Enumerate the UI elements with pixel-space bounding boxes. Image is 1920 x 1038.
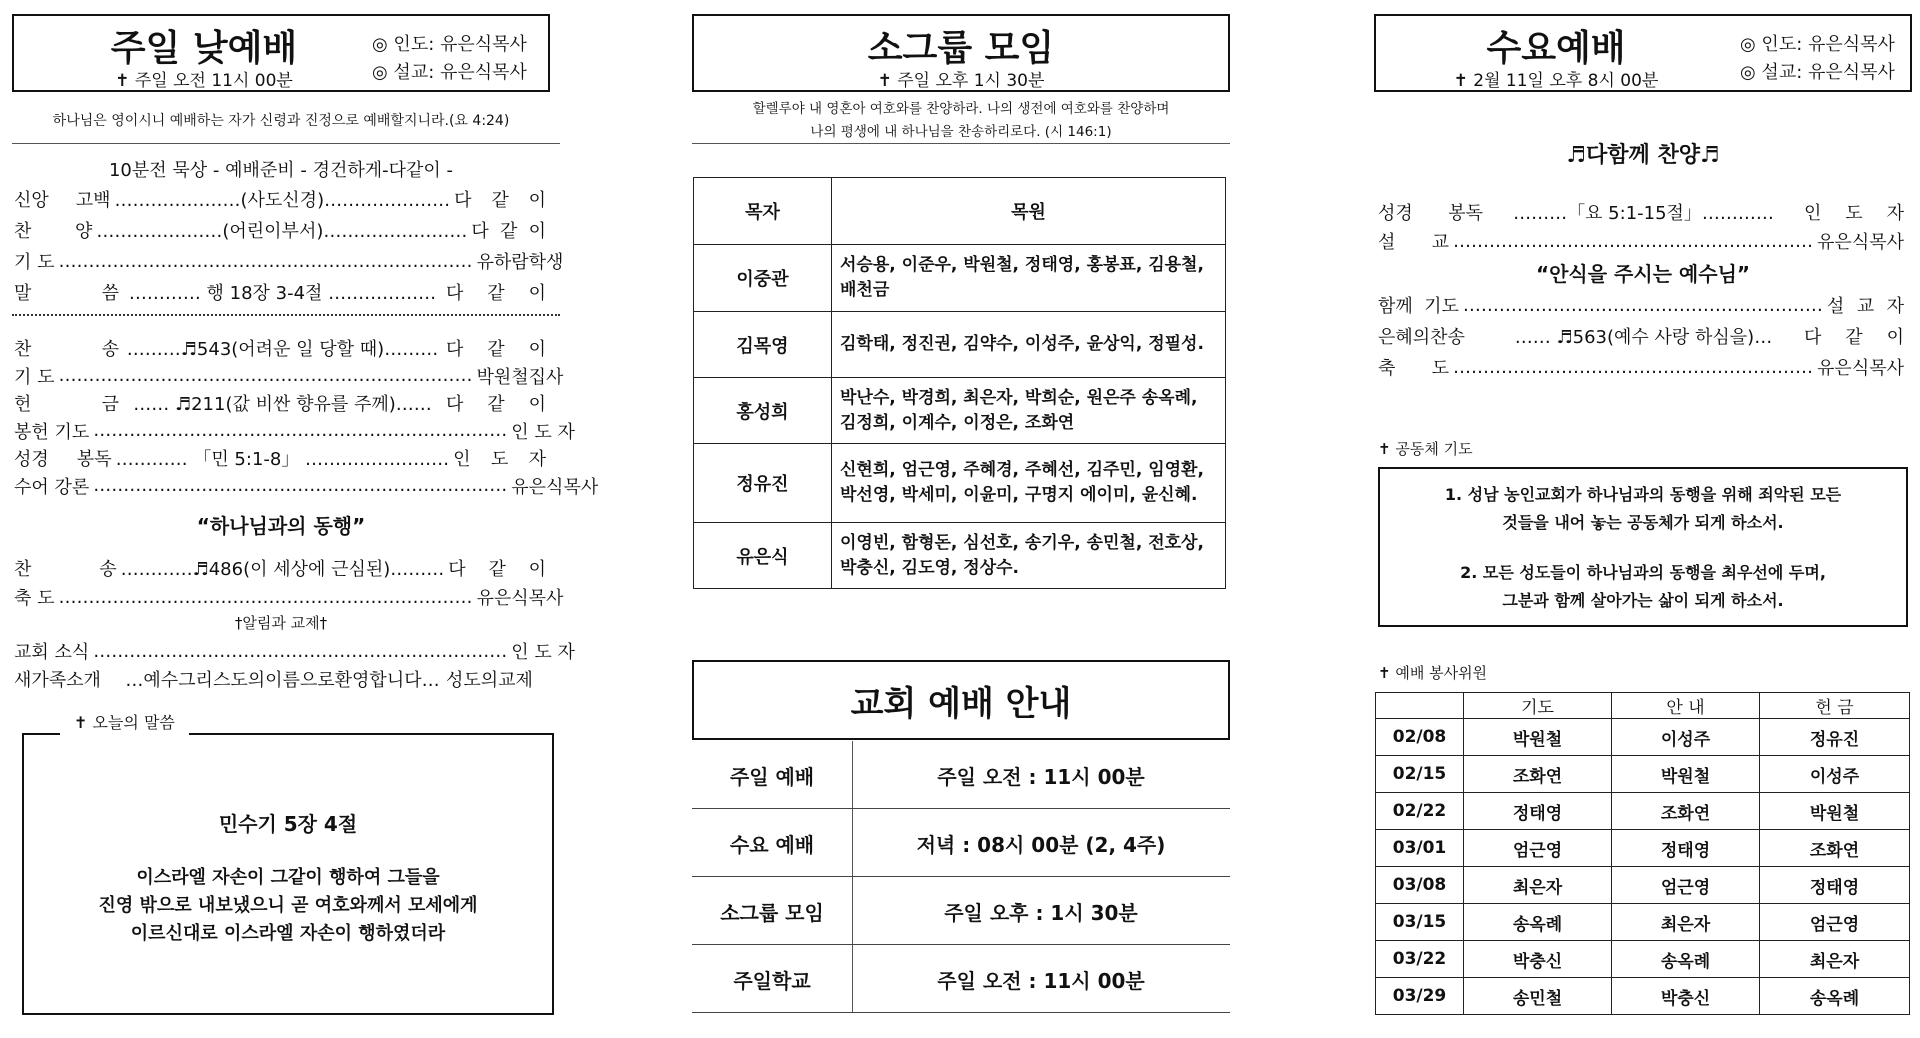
program-item: 기 도 [14, 252, 55, 273]
guide-row [692, 809, 1230, 877]
group-row [694, 378, 1226, 444]
group-row [694, 523, 1226, 589]
today-word-ref: 민수기 5장 4절 [218, 812, 358, 836]
guide-title-box [692, 660, 1230, 740]
program-detail: …… ♬211(값 비싼 향유를 주께)…… [133, 394, 432, 415]
guide-title: 교회 예배 안내 [850, 684, 1072, 724]
program-item: 성경 봉독 [14, 449, 112, 470]
service-person: 조화연 [1760, 830, 1910, 867]
program-detail: ………♬543(어려운 일 당할 때)……… [126, 339, 439, 360]
service-person: 박원철 [1464, 719, 1612, 756]
program-row [14, 186, 546, 212]
program-person: 유은식목사 [511, 476, 599, 498]
program-row [1378, 199, 1904, 225]
wednesday-leader-1: ◎ 인도: 유은식목사 [1740, 34, 1895, 55]
service-date: 03/22 [1376, 941, 1464, 978]
program-item: 수어 강론 [14, 476, 90, 498]
service-date: 02/08 [1376, 719, 1464, 756]
program-item: 헌 금 [14, 394, 119, 415]
service-person: 엄근영 [1612, 867, 1760, 904]
program-row [14, 279, 546, 305]
program-item: 은혜의찬송 [1378, 327, 1465, 348]
sunday-header-box [12, 14, 550, 92]
program-row [14, 390, 546, 416]
col-header-leader: 목자 [694, 178, 832, 245]
service-table [1375, 692, 1910, 1015]
prayer-box [1378, 467, 1908, 627]
service-person: 송옥례 [1760, 978, 1910, 1015]
program-row [14, 555, 546, 581]
program-detail: …………………………………………………………… [58, 250, 473, 272]
service-person: 이성주 [1612, 719, 1760, 756]
program-item: 찬 송 [14, 339, 119, 360]
service-label: ✝ 예배 봉사위원 [1378, 664, 1488, 682]
service-date: 03/01 [1376, 830, 1464, 867]
divider [692, 143, 1230, 144]
verse-line: 나의 평생에 내 하나님을 찬송하리로다. (시 146:1) [810, 124, 1112, 140]
program-item: 함께 기도 [1378, 296, 1459, 317]
group-leader: 정유진 [694, 444, 832, 523]
group-row [694, 245, 1226, 312]
wednesday-sermon-title: “안식을 주시는 예수님” [1535, 262, 1751, 286]
guide-service: 주일학교 [733, 969, 811, 993]
prayer-line: 2. 모든 성도들이 하나님과의 동행을 최우선에 두며, [1460, 563, 1826, 582]
today-word-label: ✝ 오늘의 말씀 [60, 707, 189, 739]
service-row [1376, 830, 1910, 867]
program-item: 설 교 [1378, 232, 1450, 253]
group-members: 신현희, 엄근영, 주혜경, 주혜선, 김주민, 임영환, 박선영, 박세미, 이윤미, 구명지 에이미, 윤신혜. [832, 444, 1226, 523]
prayer-line: 그분과 함께 살아가는 삶이 되게 하소서. [1502, 591, 1784, 610]
program-person: 성도의교제 [446, 670, 533, 691]
program-item: 교회 소식 [14, 642, 90, 663]
service-row [1376, 978, 1910, 1015]
program-row [1378, 323, 1904, 349]
program-person: 다 같 이 [471, 221, 546, 242]
service-header: 기도 [1464, 693, 1612, 719]
service-date: 02/22 [1376, 793, 1464, 830]
program-item: 찬 양 [14, 221, 93, 242]
sermon-title: “하나님과의 동행” [196, 514, 366, 538]
program-person: 인 도 자 [453, 449, 546, 470]
group-leader: 김목영 [694, 312, 832, 378]
program-row [14, 473, 599, 499]
program-person: 다 같 이 [446, 394, 546, 415]
program-item: 신앙 고백 [14, 190, 111, 211]
today-word-line: 이르신대로 이스라엘 자손이 행하였더라 [130, 923, 446, 944]
verse-line: 할렐루야 내 영혼아 여호와를 찬양하라. 나의 생전에 여호와를 찬양하며 [752, 101, 1170, 117]
program-row [14, 666, 546, 692]
group-members: 박난수, 박경희, 최은자, 박희순, 원은주 송옥례, 김정희, 이계수, 이정은, 조화연 [832, 378, 1226, 444]
program-detail: …………♬486(이 세상에 근심된)……… [120, 559, 445, 580]
service-person: 박원철 [1612, 756, 1760, 793]
service-header: 안 내 [1612, 693, 1760, 719]
today-word-line: 진영 밖으로 내보냈으니 곧 여호와께서 모세에게 [98, 895, 478, 916]
guide-row [692, 877, 1230, 945]
service-person: 박충신 [1464, 941, 1612, 978]
guide-time: 주일 오후 : 1시 30분 [944, 901, 1138, 925]
group-row [694, 312, 1226, 378]
service-person: 엄근영 [1464, 830, 1612, 867]
service-row [1376, 793, 1910, 830]
program-detail: …………………………………………………………… [93, 420, 508, 441]
program-person: 인 도 자 [511, 421, 575, 443]
guide-time: 주일 오전 : 11시 00분 [937, 969, 1145, 993]
service-date: 03/08 [1376, 867, 1464, 904]
today-word-line: 이스라엘 자손이 그같이 행하여 그들을 [136, 867, 440, 888]
group-members: 이영빈, 함형돈, 심선호, 송기우, 송민철, 전호상, 박충신, 김도영, 정상수. [832, 523, 1226, 589]
service-person: 박충신 [1612, 978, 1760, 1015]
service-person: 정유진 [1760, 719, 1910, 756]
program-person: 유하람학생 [476, 252, 564, 273]
smallgroup-table [693, 177, 1226, 589]
service-row [1376, 719, 1910, 756]
group-leader: 이중관 [694, 245, 832, 312]
service-person: 송민철 [1464, 978, 1612, 1015]
program-detail: …………………………………………………… [1453, 230, 1814, 252]
program-detail: …… ♬563(예수 사랑 하심을)… [1514, 327, 1773, 348]
wednesday-header-box [1374, 14, 1912, 92]
program-person: 유은식목사 [476, 588, 564, 609]
program-item: 축 도 [14, 588, 55, 609]
sunday-leader-1: ◎ 인도: 유은식목사 [372, 34, 527, 55]
service-person: 정태영 [1760, 867, 1910, 904]
program-row [1378, 292, 1904, 318]
notice-heading: †알림과 교제† [234, 614, 328, 632]
program-detail: …………………………………………………………… [93, 475, 508, 496]
service-row [1376, 867, 1910, 904]
program-person: 박원철집사 [476, 366, 564, 388]
praise-heading: ♬다함께 찬양♬ [1566, 143, 1720, 168]
service-date: 02/15 [1376, 756, 1464, 793]
group-members: 서승용, 이준우, 박원철, 정태영, 홍봉표, 김용철, 배천금 [832, 245, 1226, 312]
service-person: 조화연 [1612, 793, 1760, 830]
prayer-line: 것들을 내어 놓는 공동체가 되게 하소서. [1502, 513, 1784, 532]
dotted-divider [12, 314, 560, 316]
col-header-members: 목원 [832, 178, 1226, 245]
divider [12, 143, 560, 144]
sunday-verse: 하나님은 영이시니 예배하는 자가 신령과 진정으로 예배할지니라.(요 4:24) [52, 113, 510, 129]
service-row [1376, 941, 1910, 978]
sunday-time: ✝ 주일 오전 11시 00분 [115, 71, 293, 91]
prelude-line: 10분전 묵상 - 예배준비 - 경건하게-다같이 - [108, 160, 454, 181]
program-row [14, 584, 564, 610]
program-detail: ………「요 5:1-15절」………… [1513, 203, 1774, 224]
service-person: 송옥례 [1464, 904, 1612, 941]
program-detail: ………… 「민 5:1-8」 …………………… [115, 449, 450, 470]
service-person: 정태영 [1612, 830, 1760, 867]
program-person: 유은식목사 [1817, 358, 1904, 379]
service-header-row [1376, 693, 1910, 719]
service-header [1376, 693, 1464, 719]
program-detail: …………………………………………………………… [93, 640, 508, 662]
program-item: 말 씀 [14, 283, 119, 304]
program-person: 유은식목사 [1817, 232, 1904, 253]
program-row [1378, 228, 1904, 254]
program-row [14, 248, 564, 274]
service-person: 최은자 [1760, 941, 1910, 978]
wednesday-leader-2: ◎ 설교: 유은식목사 [1740, 62, 1895, 83]
program-detail: …………………(사도신경)………………… [114, 190, 451, 211]
program-detail: ………… 행 18장 3-4절 ……………… [128, 283, 437, 304]
service-person: 박원철 [1760, 793, 1910, 830]
program-detail: …………………………………………………… [1453, 356, 1814, 378]
program-person: 다 같 이 [446, 339, 546, 360]
service-person: 이성주 [1760, 756, 1910, 793]
program-row [14, 418, 575, 444]
program-detail: …………………………………………………………… [58, 586, 473, 608]
prayer-line: 1. 성남 농인교회가 하나님과의 동행을 위해 죄악된 모든 [1444, 485, 1842, 504]
program-item: 기 도 [14, 366, 55, 388]
guide-row [692, 945, 1230, 1013]
service-person: 엄근영 [1760, 904, 1910, 941]
program-person: 설 교 자 [1826, 296, 1904, 317]
service-header: 헌 금 [1760, 693, 1910, 719]
program-detail: …예수그리스도의이름으로환영합니다… [125, 670, 440, 691]
guide-service: 주일 예배 [729, 765, 815, 789]
program-item: 봉헌 기도 [14, 421, 90, 443]
smallgroup-time: ✝ 주일 오후 1시 30분 [877, 71, 1045, 91]
guide-time: 주일 오전 : 11시 00분 [937, 765, 1145, 789]
service-date: 03/29 [1376, 978, 1464, 1015]
sunday-leader-2: ◎ 설교: 유은식목사 [372, 62, 527, 83]
program-row [14, 217, 546, 243]
guide-row [692, 741, 1230, 809]
group-row [694, 444, 1226, 523]
program-detail: …………………………………………………………… [58, 365, 473, 386]
service-row [1376, 756, 1910, 793]
service-person: 최은자 [1612, 904, 1760, 941]
wednesday-title: 수요예배 [1486, 28, 1626, 69]
smallgroup-verse [692, 98, 1230, 144]
group-members: 김학태, 정진권, 김약수, 이성주, 윤상익, 정필성. [832, 312, 1226, 378]
prayer-label: ✝ 공동체 기도 [1378, 440, 1473, 458]
smallgroup-title: 소그룹 모임 [867, 28, 1055, 69]
service-row [1376, 904, 1910, 941]
wednesday-time: ✝ 2월 11일 오후 8시 00분 [1453, 71, 1659, 91]
guide-service: 소그룹 모임 [720, 901, 824, 925]
service-person: 최은자 [1464, 867, 1612, 904]
group-leader: 유은식 [694, 523, 832, 589]
program-person: 다 같 이 [448, 559, 546, 580]
service-person: 정태영 [1464, 793, 1612, 830]
program-person: 인 도 자 [511, 642, 575, 663]
program-item: 찬 송 [14, 559, 117, 580]
guide-service: 수요 예배 [729, 833, 815, 857]
service-date: 03/15 [1376, 904, 1464, 941]
program-person: 인 도 자 [1804, 203, 1904, 224]
service-person: 송옥례 [1612, 941, 1760, 978]
program-item: 축 도 [1378, 358, 1450, 379]
group-leader: 홍성희 [694, 378, 832, 444]
program-row [14, 335, 546, 361]
sunday-title: 주일 낮예배 [110, 28, 298, 69]
service-person: 조화연 [1464, 756, 1612, 793]
program-person: 다 같 이 [454, 190, 546, 211]
program-row [1378, 354, 1904, 380]
program-row [14, 638, 575, 664]
program-row [14, 363, 564, 389]
program-person: 다 같 이 [446, 283, 546, 304]
guide-time: 저녁 : 08시 00분 (2, 4주) [916, 833, 1166, 857]
today-word-text [22, 864, 554, 948]
smallgroup-header-box [692, 14, 1230, 92]
program-person: 다 같 이 [1804, 327, 1904, 348]
program-detail: …………………(어린이부서)…………………… [96, 221, 468, 242]
program-detail: …………………………………………………… [1462, 294, 1823, 316]
program-item: 새가족소개 [14, 670, 101, 691]
program-row [14, 445, 546, 471]
program-item: 성경 봉독 [1378, 203, 1483, 224]
